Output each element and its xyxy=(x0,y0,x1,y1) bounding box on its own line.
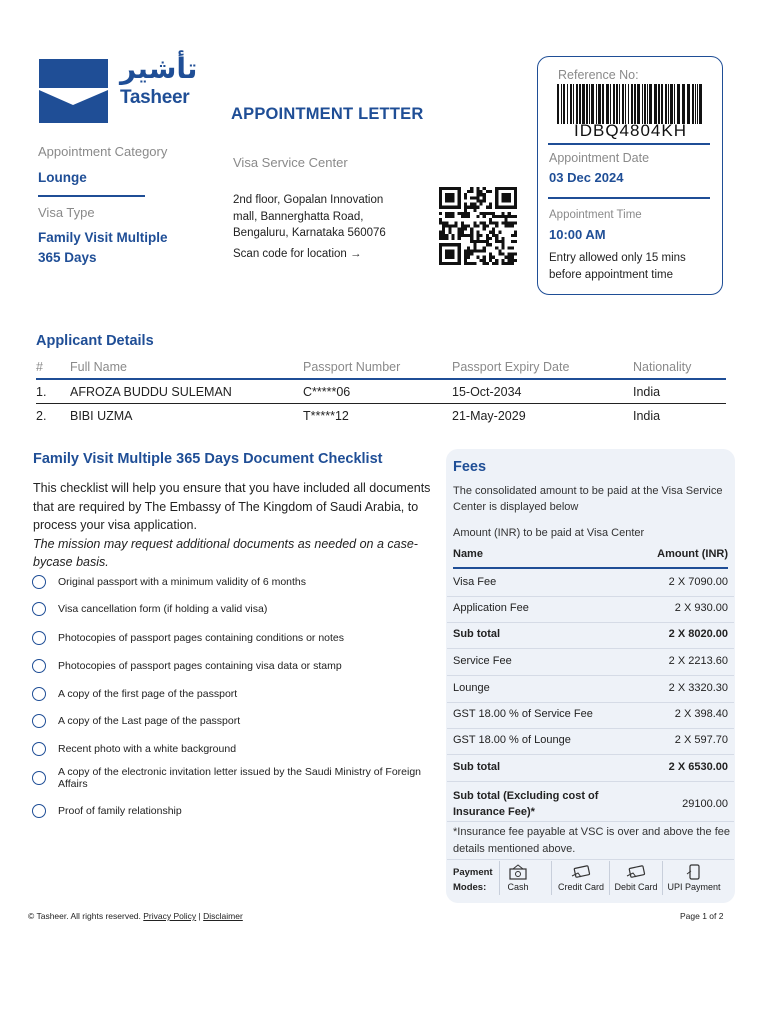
fee-row xyxy=(453,576,728,588)
fee-row xyxy=(453,708,728,720)
checkbox-circle-icon[interactable] xyxy=(32,742,46,756)
checkbox-circle-icon[interactable] xyxy=(32,631,46,645)
appointment-date-label: Appointment Date xyxy=(549,151,650,165)
checkbox-circle-icon[interactable] xyxy=(32,575,46,589)
payment-label-line2: Modes: xyxy=(453,882,487,893)
checklist-item[interactable] xyxy=(32,659,442,673)
address-line: mall, Bannerghatta Road, xyxy=(233,210,364,223)
scan-location-link[interactable]: Scan code for location → xyxy=(233,248,362,260)
payment-mode-label: UPI Payment xyxy=(667,882,721,892)
fee-name: Visa Fee xyxy=(453,576,497,588)
row-expiry: 21-May-2029 xyxy=(452,409,526,423)
visa-type-value-line2: 365 Days xyxy=(38,250,97,265)
fee-total-amount: 29100.00 xyxy=(682,798,728,810)
checkbox-circle-icon[interactable] xyxy=(32,804,46,818)
fee-amount: 2 X 7090.00 xyxy=(668,576,728,588)
visa-type-value-line1: Family Visit Multiple xyxy=(38,230,168,245)
appointment-category-value: Lounge xyxy=(38,170,87,185)
row-divider xyxy=(447,821,734,822)
checklist-item-label: Original passport with a minimum validity of 6 months xyxy=(58,576,307,588)
fee-amount: 2 X 597.70 xyxy=(674,734,728,746)
row-index: 2. xyxy=(36,409,47,423)
checklist-intro-text: This checklist will help you ensure that you have included all documents that are required by The Embassy of The Kingdom of Saudi Arabia, to process your visa application. xyxy=(33,481,431,532)
fee-row xyxy=(453,682,728,694)
row-divider xyxy=(447,675,734,676)
fee-name: Sub total xyxy=(453,761,501,773)
fee-row xyxy=(453,761,728,773)
row-divider xyxy=(447,702,734,703)
row-nationality: India xyxy=(633,409,661,423)
divider xyxy=(662,861,663,895)
fees-col-name: Name xyxy=(453,548,483,560)
payment-mode-credit-card xyxy=(555,864,607,892)
row-divider xyxy=(447,859,734,860)
brand-arabic: تأشير xyxy=(120,52,198,85)
fee-total-label xyxy=(453,788,598,820)
footer xyxy=(28,911,243,921)
fee-amount: 2 X 3320.30 xyxy=(668,682,728,694)
row-passport: T*****12 xyxy=(303,409,349,423)
payment-mode-label: Debit Card xyxy=(614,882,658,892)
copyright: © Tasheer. All rights reserved. xyxy=(28,911,141,921)
fees-header xyxy=(453,548,728,560)
fee-amount: 2 X 8020.00 xyxy=(668,628,728,640)
divider xyxy=(548,197,710,199)
col-header-passport-expiry: Passport Expiry Date xyxy=(452,360,570,374)
fee-name: GST 18.00 % of Lounge xyxy=(453,734,571,746)
row-divider xyxy=(447,648,734,649)
fee-row xyxy=(453,734,728,746)
fee-row xyxy=(453,602,728,614)
barcode-icon xyxy=(557,84,705,124)
checklist-item-label: Photocopies of passport pages containing visa data or stamp xyxy=(58,660,342,672)
row-divider xyxy=(36,403,726,404)
address-line: Bengaluru, Karnataka 560076 xyxy=(233,227,386,239)
footer-separator: | xyxy=(198,911,201,921)
fee-name: Sub total xyxy=(453,628,501,640)
checklist-item[interactable] xyxy=(32,687,442,701)
col-header-nationality: Nationality xyxy=(633,360,692,374)
checklist-item[interactable] xyxy=(32,766,442,790)
checkbox-circle-icon[interactable] xyxy=(32,714,46,728)
fees-col-amount: Amount (INR) xyxy=(657,548,728,560)
checkbox-circle-icon[interactable] xyxy=(32,771,46,785)
row-divider xyxy=(447,781,734,782)
payment-mode-cash xyxy=(503,864,533,892)
cash-icon xyxy=(509,864,527,880)
appointment-category-label: Appointment Category xyxy=(38,144,168,159)
page-title: APPOINTMENT LETTER xyxy=(231,105,424,123)
debit-card-icon xyxy=(626,864,646,880)
fees-title: Fees xyxy=(453,459,487,475)
checklist-item-label: A copy of the Last page of the passport xyxy=(58,715,241,727)
reference-number: IDBQ4804KH xyxy=(574,121,687,140)
fee-name: Lounge xyxy=(453,682,490,694)
disclaimer-link[interactable]: Disclaimer xyxy=(203,911,243,921)
fee-total-label-line1: Sub total (Excluding cost of xyxy=(453,790,599,802)
fees-header-rule xyxy=(453,567,728,569)
payment-mode-debit-card xyxy=(612,864,660,892)
divider xyxy=(499,861,500,895)
checklist-intro xyxy=(33,479,443,572)
checklist-item-label: Visa cancellation form (if holding a valid visa) xyxy=(58,603,268,615)
row-full-name: AFROZA BUDDU SULEMAN xyxy=(70,385,232,399)
vsc-label: Visa Service Center xyxy=(233,155,348,170)
fees-intro: The consolidated amount to be paid at the Visa Service Center is displayed below xyxy=(453,485,723,513)
entry-note: Entry allowed only 15 mins before appointment time xyxy=(549,252,686,281)
col-header-index: # xyxy=(36,360,43,374)
fee-total-row xyxy=(453,788,728,820)
fee-row xyxy=(453,628,728,640)
fee-name: Application Fee xyxy=(453,602,529,614)
visa-type-label: Visa Type xyxy=(38,205,95,220)
row-divider xyxy=(447,754,734,755)
checklist-item[interactable] xyxy=(32,575,442,589)
fee-amount: 2 X 2213.60 xyxy=(668,655,728,667)
vsc-address xyxy=(233,192,413,242)
checklist-item[interactable] xyxy=(32,631,442,645)
checklist-title: Family Visit Multiple 365 Days Document Checklist xyxy=(33,451,383,467)
brand-name: Tasheer xyxy=(120,87,190,108)
row-passport: C*****06 xyxy=(303,385,351,399)
appointment-date: 03 Dec 2024 xyxy=(549,170,624,185)
divider xyxy=(38,195,145,197)
appointment-time-label: Appointment Time xyxy=(549,209,642,221)
row-index: 1. xyxy=(36,385,47,399)
divider xyxy=(609,861,610,895)
checklist-item-label: Photocopies of passport pages containing conditions or notes xyxy=(58,632,345,644)
payment-mode-label: Credit Card xyxy=(557,882,604,892)
checklist-item-label: Proof of family relationship xyxy=(58,805,182,817)
reference-label: Reference No: xyxy=(558,68,639,82)
col-header-full-name: Full Name xyxy=(70,360,127,374)
col-header-passport-number: Passport Number xyxy=(303,360,401,374)
location-qr-code-icon[interactable] xyxy=(439,187,517,265)
fees-amount-caption: Amount (INR) to be paid at Visa Center xyxy=(453,527,645,539)
checklist-item[interactable] xyxy=(32,714,442,728)
checklist-item[interactable] xyxy=(32,602,442,616)
upi-phone-icon xyxy=(686,864,702,880)
fee-row xyxy=(453,655,728,667)
appointment-time: 10:00 AM xyxy=(549,227,606,242)
divider xyxy=(551,861,552,895)
checklist-item[interactable] xyxy=(32,742,442,756)
checklist-item-label: A copy of the electronic invitation letter issued by the Saudi Ministry of Foreign Affairs xyxy=(58,766,422,790)
address-line: 2nd floor, Gopalan Innovation xyxy=(233,194,384,206)
payment-label-line1: Payment xyxy=(453,867,493,878)
fee-amount: 2 X 6530.00 xyxy=(668,761,728,773)
checkbox-circle-icon[interactable] xyxy=(32,659,46,673)
checklist-note: The mission may request additional documents as needed on a case-bycase basis. xyxy=(33,536,418,569)
row-divider xyxy=(447,622,734,623)
payment-mode-label: Cash xyxy=(507,882,529,892)
table-header-rule xyxy=(36,378,726,380)
page-number: Page 1 of 2 xyxy=(680,911,724,921)
row-divider xyxy=(447,728,734,729)
divider xyxy=(548,143,710,145)
credit-card-icon xyxy=(571,864,591,880)
insurance-note: *Insurance fee payable at VSC is over and above the fee details mentioned above. xyxy=(453,826,731,855)
row-nationality: India xyxy=(633,385,661,399)
checklist-item-label: Recent photo with a white background xyxy=(58,743,237,755)
row-expiry: 15-Oct-2034 xyxy=(452,385,522,399)
checklist-item[interactable] xyxy=(32,804,442,818)
fee-total-label-line2: Insurance Fee)* xyxy=(453,806,535,818)
fee-amount: 2 X 930.00 xyxy=(674,602,728,614)
checkbox-circle-icon[interactable] xyxy=(32,687,46,701)
applicant-details-title: Applicant Details xyxy=(36,333,154,349)
fee-name: Service Fee xyxy=(453,655,512,667)
row-divider xyxy=(447,596,734,597)
privacy-policy-link[interactable]: Privacy Policy xyxy=(143,911,197,921)
payment-mode-upi xyxy=(666,864,722,892)
row-full-name: BIBI UZMA xyxy=(70,409,133,423)
checklist-item-label: A copy of the first page of the passport xyxy=(58,688,238,700)
fee-amount: 2 X 398.40 xyxy=(674,708,728,720)
payment-modes-label xyxy=(453,865,493,895)
fee-name: GST 18.00 % of Service Fee xyxy=(453,708,593,720)
checkbox-circle-icon[interactable] xyxy=(32,602,46,616)
